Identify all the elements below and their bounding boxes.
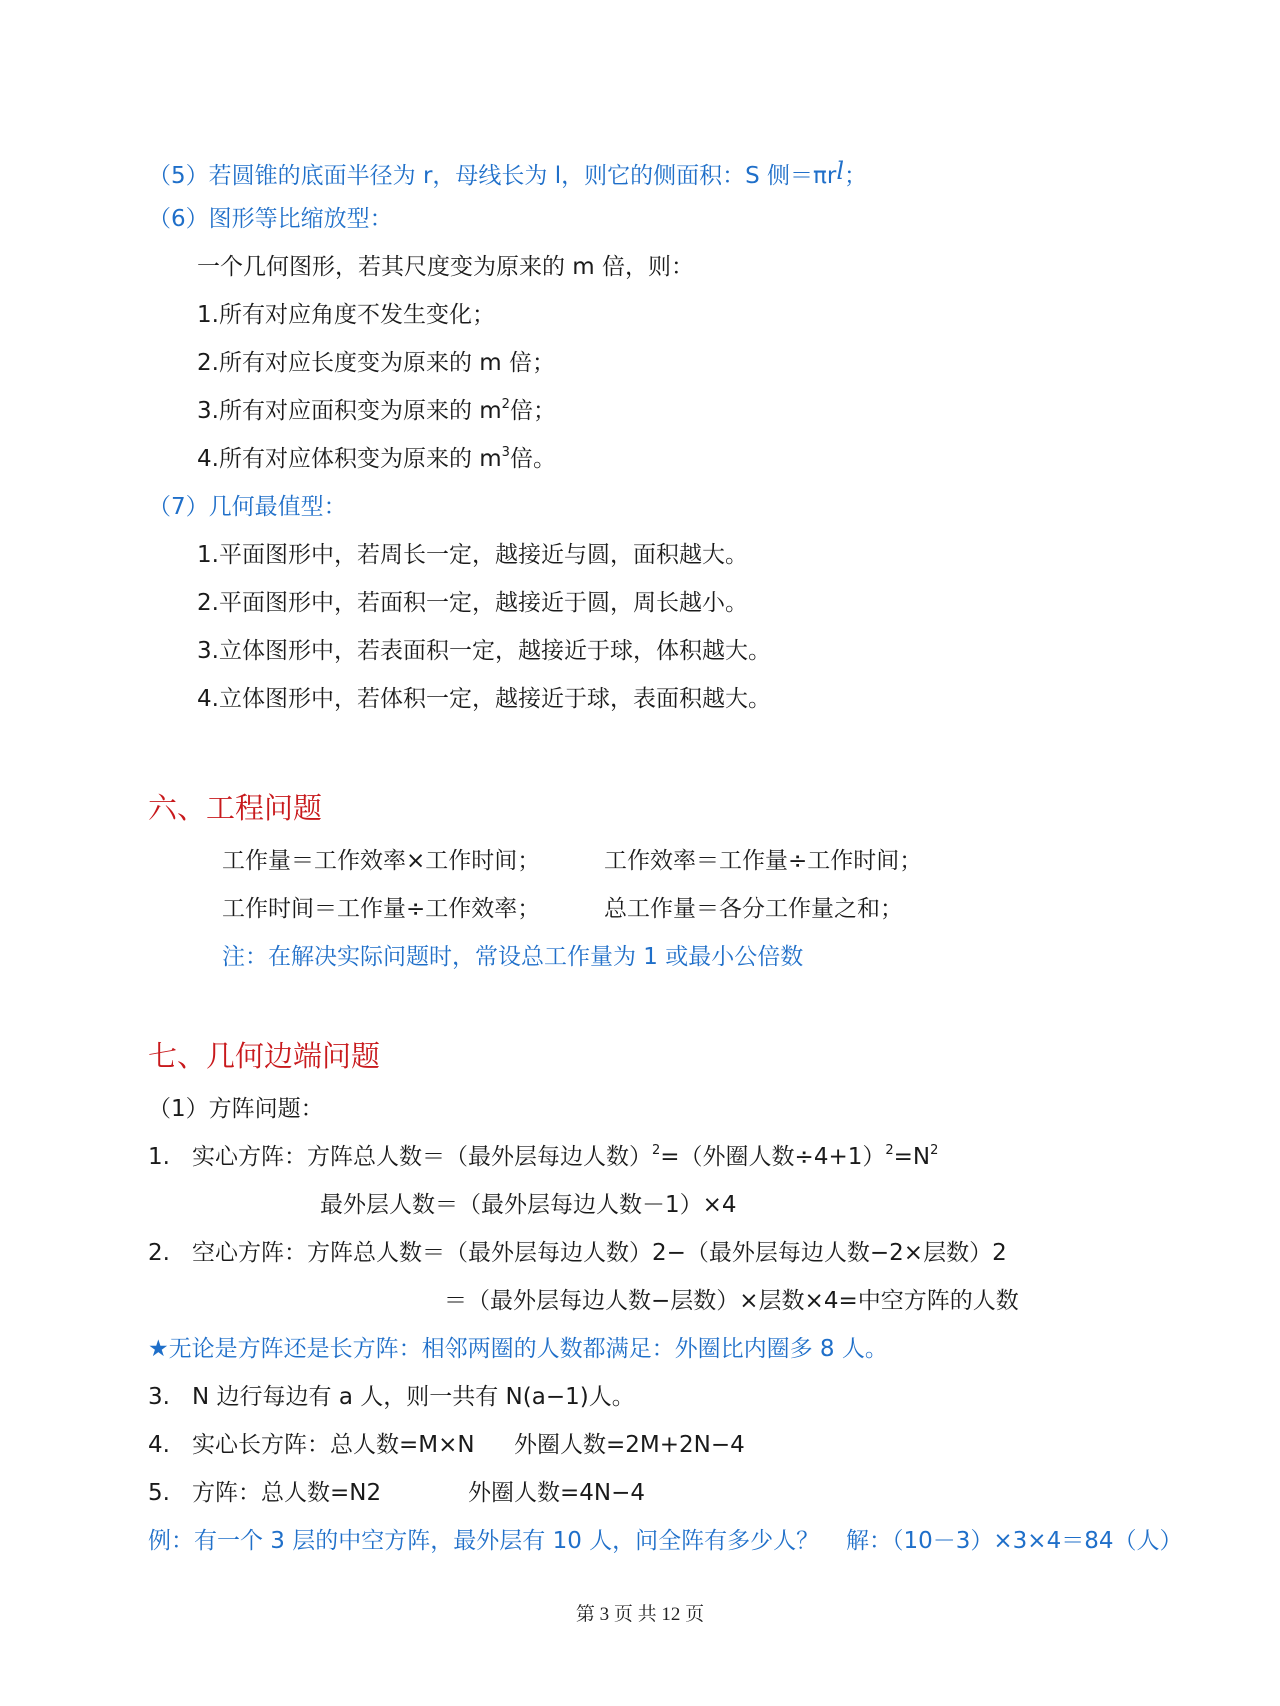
section-7-subtitle: （1）方阵问题： <box>148 1096 324 1122</box>
item-7-point-3: 3.立体图形中，若表面积一定，越接近于球，体积越大。 <box>197 638 771 664</box>
item-5-cone-lateral-area <box>148 156 867 191</box>
item-6-point-3-post: 倍； <box>509 398 556 424</box>
list-item-1-sup-2: 2 <box>885 1143 894 1158</box>
list-item-1-c: =N <box>893 1144 931 1170</box>
list-item-1-sup-1: 2 <box>652 1143 661 1158</box>
item-6-point-4-text: 4.所有对应体积变为原来的 m <box>197 446 502 472</box>
formula-work-efficiency: 工作效率＝工作量÷工作时间； <box>604 848 923 874</box>
list-item-1-outer-layer: 最外层人数＝（最外层每边人数－1）×4 <box>320 1192 737 1218</box>
item-6-point-4 <box>197 444 556 474</box>
list-item-4-num: 4. <box>148 1432 170 1458</box>
page-footer: 第 3 页 共 12 页 <box>575 1604 705 1625</box>
star-note: ★无论是方阵还是长方阵：相邻两圈的人数都满足：外圈比内圈多 8 人。 <box>148 1336 888 1362</box>
list-item-1 <box>192 1142 938 1172</box>
formula-work-time: 工作时间＝工作量÷工作效率； <box>222 896 541 922</box>
formula-work-amount: 工作量＝工作效率×工作时间； <box>222 848 541 874</box>
section-7-heading: 七、几何边端问题 <box>148 1039 381 1073</box>
list-item-3: N 边行每边有 a 人，则一共有 N(a−1)人。 <box>192 1384 635 1410</box>
item-6-point-4-post: 倍。 <box>509 446 556 472</box>
item-5-end: ； <box>844 163 868 189</box>
item-5-italic-l: l <box>836 157 845 185</box>
item-6-title: （6）图形等比缩放型： <box>148 206 393 232</box>
list-item-1-b: =（外圈人数÷4+1） <box>660 1144 886 1170</box>
item-6-point-2: 2.所有对应长度变为原来的 m 倍； <box>197 350 555 376</box>
item-7-point-4: 4.立体图形中，若体积一定，越接近于球，表面积越大。 <box>197 686 771 712</box>
item-6-intro: 一个几何图形，若其尺度变为原来的 m 倍，则： <box>197 254 695 280</box>
list-item-2: 空心方阵：方阵总人数＝（最外层每边人数）2−（最外层每边人数−2×层数）2 <box>192 1240 1007 1266</box>
item-7-title: （7）几何最值型： <box>148 494 347 520</box>
list-item-1-a: 实心方阵：方阵总人数＝（最外层每边人数） <box>192 1144 652 1170</box>
list-item-4-a: 实心长方阵：总人数=M×N <box>192 1432 475 1458</box>
list-item-1-sup-3: 2 <box>930 1143 939 1158</box>
item-6-point-1: 1.所有对应角度不发生变化； <box>197 302 495 328</box>
item-5-text: （5）若圆锥的底面半径为 r，母线长为 l，则它的侧面积：S 侧＝πr <box>148 163 837 189</box>
item-7-point-1: 1.平面图形中，若周长一定，越接近与圆，面积越大。 <box>197 542 748 568</box>
list-item-4-b: 外圈人数=2M+2N−4 <box>514 1432 745 1458</box>
list-item-2-num: 2. <box>148 1240 170 1266</box>
formula-total-work: 总工作量＝各分工作量之和； <box>604 896 903 922</box>
list-item-5-b: 外圈人数=4N−4 <box>468 1480 646 1506</box>
list-item-2-continuation: ＝（最外层每边人数−层数）×层数×4=中空方阵的人数 <box>444 1288 1019 1314</box>
example-answer: 解：（10－3）×3×4＝84（人） <box>846 1528 1183 1554</box>
list-item-1-num: 1. <box>148 1144 170 1170</box>
section-6-note: 注：在解决实际问题时，常设总工作量为 1 或最小公倍数 <box>222 944 804 970</box>
item-6-point-3-text: 3.所有对应面积变为原来的 m <box>197 398 502 424</box>
list-item-5-a: 方阵：总人数=N2 <box>192 1480 382 1506</box>
item-6-point-3 <box>197 396 556 426</box>
list-item-3-num: 3. <box>148 1384 170 1410</box>
section-6-heading: 六、工程问题 <box>148 791 323 825</box>
item-7-point-2: 2.平面图形中，若面积一定，越接近于圆，周长越小。 <box>197 590 748 616</box>
item-6-point-4-sup: 3 <box>501 445 510 460</box>
example-question: 例：有一个 3 层的中空方阵，最外层有 10 人，问全阵有多少人？ <box>148 1528 820 1554</box>
item-6-point-3-sup: 2 <box>501 397 510 412</box>
list-item-5-num: 5. <box>148 1480 170 1506</box>
